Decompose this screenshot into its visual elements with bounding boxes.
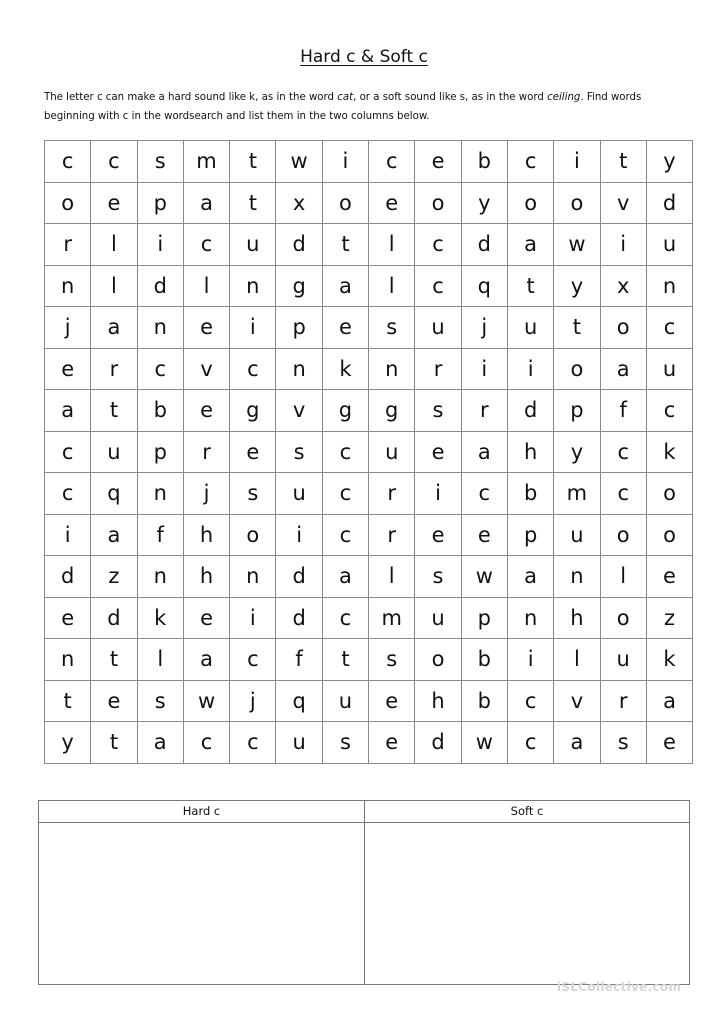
grid-cell[interactable]: t xyxy=(554,307,600,349)
grid-cell[interactable]: k xyxy=(646,639,692,681)
grid-cell[interactable]: n xyxy=(369,348,415,390)
grid-cell[interactable]: l xyxy=(369,224,415,266)
grid-cell[interactable]: i xyxy=(507,348,553,390)
grid-cell[interactable]: f xyxy=(276,639,322,681)
grid-cell[interactable]: q xyxy=(276,680,322,722)
grid-cell[interactable]: c xyxy=(230,722,276,764)
grid-cell[interactable]: u xyxy=(276,722,322,764)
grid-cell[interactable]: d xyxy=(276,556,322,598)
grid-cell[interactable]: c xyxy=(415,265,461,307)
grid-cell[interactable]: i xyxy=(461,348,507,390)
grid-cell[interactable]: c xyxy=(230,639,276,681)
grid-cell[interactable]: l xyxy=(91,265,137,307)
grid-cell[interactable]: n xyxy=(507,597,553,639)
grid-cell[interactable]: f xyxy=(137,514,183,556)
grid-cell[interactable]: t xyxy=(230,141,276,183)
grid-cell[interactable]: t xyxy=(230,182,276,224)
grid-cell[interactable]: n xyxy=(45,639,91,681)
grid-cell[interactable]: e xyxy=(369,722,415,764)
grid-cell[interactable]: a xyxy=(183,182,229,224)
grid-cell[interactable]: t xyxy=(91,722,137,764)
grid-cell[interactable]: c xyxy=(461,473,507,515)
grid-cell[interactable]: d xyxy=(45,556,91,598)
grid-cell[interactable]: i xyxy=(276,514,322,556)
grid-cell[interactable]: m xyxy=(554,473,600,515)
grid-cell[interactable]: s xyxy=(322,722,368,764)
grid-cell[interactable]: c xyxy=(322,514,368,556)
grid-cell[interactable]: i xyxy=(230,597,276,639)
grid-cell[interactable]: y xyxy=(554,265,600,307)
watermark: iSLCollective.com xyxy=(557,980,682,994)
grid-cell[interactable]: p xyxy=(461,597,507,639)
grid-cell[interactable]: w xyxy=(554,224,600,266)
grid-cell[interactable]: j xyxy=(183,473,229,515)
grid-cell[interactable]: n xyxy=(646,265,692,307)
grid-cell[interactable]: c xyxy=(137,348,183,390)
grid-cell[interactable]: e xyxy=(415,431,461,473)
grid-cell[interactable]: c xyxy=(507,680,553,722)
grid-row xyxy=(45,556,693,598)
grid-cell[interactable]: l xyxy=(600,556,646,598)
grid-cell[interactable]: c xyxy=(507,722,553,764)
grid-cell[interactable]: i xyxy=(137,224,183,266)
grid-cell[interactable]: j xyxy=(230,680,276,722)
grid-cell[interactable]: n xyxy=(45,265,91,307)
grid-cell[interactable]: p xyxy=(507,514,553,556)
grid-cell[interactable]: a xyxy=(554,722,600,764)
grid-cell[interactable]: w xyxy=(461,722,507,764)
grid-row xyxy=(45,597,693,639)
grid-cell[interactable]: a xyxy=(137,722,183,764)
grid-cell[interactable]: c xyxy=(91,141,137,183)
grid-cell[interactable]: a xyxy=(183,639,229,681)
grid-cell[interactable]: c xyxy=(45,473,91,515)
grid-cell[interactable]: t xyxy=(507,265,553,307)
grid-cell[interactable]: y xyxy=(45,722,91,764)
grid-cell[interactable]: i xyxy=(322,141,368,183)
grid-cell[interactable]: a xyxy=(322,556,368,598)
grid-row xyxy=(45,182,693,224)
grid-cell[interactable]: o xyxy=(600,597,646,639)
grid-cell[interactable]: o xyxy=(230,514,276,556)
grid-cell[interactable]: y xyxy=(554,431,600,473)
grid-cell[interactable]: o xyxy=(554,182,600,224)
grid-cell[interactable]: i xyxy=(600,224,646,266)
grid-row xyxy=(45,431,693,473)
grid-cell[interactable]: d xyxy=(507,390,553,432)
grid-cell[interactable]: p xyxy=(276,307,322,349)
grid-cell[interactable]: l xyxy=(369,265,415,307)
grid-cell[interactable]: g xyxy=(276,265,322,307)
grid-cell[interactable]: h xyxy=(507,431,553,473)
grid-row xyxy=(45,680,693,722)
grid-cell[interactable]: t xyxy=(91,390,137,432)
grid-cell[interactable]: c xyxy=(183,722,229,764)
grid-cell[interactable]: i xyxy=(507,639,553,681)
grid-cell[interactable]: s xyxy=(600,722,646,764)
grid-cell[interactable]: g xyxy=(369,390,415,432)
grid-row xyxy=(45,722,693,764)
grid-cell[interactable]: o xyxy=(507,182,553,224)
grid-cell[interactable]: c xyxy=(322,597,368,639)
grid-cell[interactable]: e xyxy=(45,348,91,390)
grid-cell[interactable]: e xyxy=(183,307,229,349)
grid-cell[interactable]: e xyxy=(646,722,692,764)
grid-cell[interactable]: e xyxy=(183,597,229,639)
grid-cell[interactable]: d xyxy=(646,182,692,224)
grid-cell[interactable]: h xyxy=(183,514,229,556)
grid-cell[interactable]: a xyxy=(646,680,692,722)
grid-cell[interactable]: r xyxy=(461,390,507,432)
grid-cell[interactable]: l xyxy=(91,224,137,266)
grid-cell[interactable]: s xyxy=(276,431,322,473)
grid-cell[interactable]: a xyxy=(507,556,553,598)
grid-cell[interactable]: o xyxy=(45,182,91,224)
grid-cell[interactable]: b xyxy=(507,473,553,515)
grid-cell[interactable]: d xyxy=(137,265,183,307)
grid-cell[interactable]: t xyxy=(322,639,368,681)
grid-cell[interactable]: p xyxy=(137,431,183,473)
grid-cell[interactable]: a xyxy=(45,390,91,432)
grid-cell[interactable]: b xyxy=(461,141,507,183)
grid-cell[interactable]: c xyxy=(183,224,229,266)
grid-cell[interactable]: c xyxy=(415,224,461,266)
grid-cell[interactable]: h xyxy=(415,680,461,722)
grid-cell[interactable]: c xyxy=(45,141,91,183)
grid-cell[interactable]: r xyxy=(45,224,91,266)
grid-cell[interactable]: b xyxy=(461,639,507,681)
grid-cell[interactable]: i xyxy=(415,473,461,515)
grid-row xyxy=(45,141,693,183)
grid-cell[interactable]: u xyxy=(276,473,322,515)
grid-cell[interactable]: w xyxy=(461,556,507,598)
hard-c-answer-area[interactable] xyxy=(39,822,364,984)
grid-cell[interactable]: l xyxy=(137,639,183,681)
grid-cell[interactable]: r xyxy=(369,473,415,515)
grid-cell[interactable]: e xyxy=(230,431,276,473)
grid-cell[interactable]: d xyxy=(91,597,137,639)
grid-cell[interactable]: j xyxy=(45,307,91,349)
grid-cell[interactable]: n xyxy=(137,473,183,515)
grid-cell[interactable]: v xyxy=(183,348,229,390)
wordsearch-grid xyxy=(44,140,693,764)
grid-cell[interactable]: u xyxy=(646,224,692,266)
grid-cell[interactable]: n xyxy=(230,265,276,307)
grid-cell[interactable]: h xyxy=(554,597,600,639)
grid-cell[interactable]: o xyxy=(646,473,692,515)
instructions-text-3: . Find words beginning with c in the wordsearch and list them in the two columns below. xyxy=(44,92,642,122)
grid-cell[interactable]: r xyxy=(415,348,461,390)
grid-cell[interactable]: e xyxy=(91,182,137,224)
grid-cell[interactable]: a xyxy=(600,348,646,390)
grid-cell[interactable]: u xyxy=(507,307,553,349)
grid-row xyxy=(45,307,693,349)
grid-cell[interactable]: n xyxy=(137,556,183,598)
grid-row xyxy=(45,514,693,556)
grid-row xyxy=(45,265,693,307)
grid-cell[interactable]: w xyxy=(183,680,229,722)
grid-cell[interactable]: c xyxy=(600,473,646,515)
hard-c-header: Hard c xyxy=(39,801,364,823)
grid-cell[interactable]: n xyxy=(554,556,600,598)
grid-cell[interactable]: a xyxy=(461,431,507,473)
grid-cell[interactable]: l xyxy=(183,265,229,307)
grid-row xyxy=(45,390,693,432)
grid-cell[interactable]: a xyxy=(507,224,553,266)
instructions xyxy=(44,88,694,126)
grid-cell[interactable]: d xyxy=(415,722,461,764)
grid-cell[interactable]: r xyxy=(369,514,415,556)
grid-cell[interactable]: m xyxy=(369,597,415,639)
grid-cell[interactable]: k xyxy=(646,431,692,473)
grid-cell[interactable]: d xyxy=(276,224,322,266)
grid-cell[interactable]: s xyxy=(230,473,276,515)
grid-cell[interactable]: q xyxy=(91,473,137,515)
grid-cell[interactable]: t xyxy=(91,639,137,681)
grid-cell[interactable]: o xyxy=(554,348,600,390)
grid-cell[interactable]: w xyxy=(276,141,322,183)
grid-cell[interactable]: c xyxy=(45,431,91,473)
grid-row xyxy=(45,639,693,681)
grid-cell[interactable]: y xyxy=(646,141,692,183)
grid-cell[interactable]: c xyxy=(322,431,368,473)
grid-cell[interactable]: e xyxy=(369,182,415,224)
grid-cell[interactable]: s xyxy=(415,556,461,598)
grid-cell[interactable]: r xyxy=(600,680,646,722)
grid-cell[interactable]: i xyxy=(45,514,91,556)
grid-cell[interactable]: c xyxy=(646,307,692,349)
grid-cell[interactable]: j xyxy=(461,307,507,349)
grid-cell[interactable]: e xyxy=(415,514,461,556)
grid-cell[interactable]: s xyxy=(369,639,415,681)
grid-cell[interactable]: c xyxy=(600,431,646,473)
grid-cell[interactable]: z xyxy=(646,597,692,639)
grid-cell[interactable]: d xyxy=(461,224,507,266)
grid-cell[interactable]: a xyxy=(91,514,137,556)
grid-row xyxy=(45,473,693,515)
grid-cell[interactable]: a xyxy=(322,265,368,307)
grid-cell[interactable]: o xyxy=(415,639,461,681)
grid-cell[interactable]: v xyxy=(276,390,322,432)
grid-cell[interactable]: a xyxy=(91,307,137,349)
column-divider xyxy=(364,801,365,984)
grid-cell[interactable]: p xyxy=(554,390,600,432)
grid-cell[interactable]: x xyxy=(600,265,646,307)
grid-cell[interactable]: e xyxy=(461,514,507,556)
grid-cell[interactable]: n xyxy=(276,348,322,390)
grid-cell[interactable]: s xyxy=(137,680,183,722)
grid-cell[interactable]: e xyxy=(369,680,415,722)
instructions-text-1: The letter c can make a hard sound like k, as in the word xyxy=(44,92,338,103)
grid-cell[interactable]: o xyxy=(646,514,692,556)
grid-cell[interactable]: u xyxy=(554,514,600,556)
grid-cell[interactable]: e xyxy=(91,680,137,722)
grid-cell[interactable]: g xyxy=(322,390,368,432)
page-title: Hard c & Soft c xyxy=(300,47,428,67)
grid-cell[interactable]: y xyxy=(461,182,507,224)
grid-cell[interactable]: f xyxy=(600,390,646,432)
grid-cell[interactable]: s xyxy=(415,390,461,432)
grid-cell[interactable]: u xyxy=(415,307,461,349)
grid-cell[interactable]: l xyxy=(554,639,600,681)
grid-cell[interactable]: t xyxy=(45,680,91,722)
grid-cell[interactable]: d xyxy=(276,597,322,639)
grid-cell[interactable]: k xyxy=(137,597,183,639)
example-hard-word: cat xyxy=(337,92,354,103)
grid-cell[interactable]: n xyxy=(137,307,183,349)
soft-c-header: Soft c xyxy=(365,801,689,823)
grid-cell[interactable]: o xyxy=(600,307,646,349)
grid-cell[interactable]: h xyxy=(183,556,229,598)
grid-cell[interactable]: e xyxy=(646,556,692,598)
grid-cell[interactable]: l xyxy=(369,556,415,598)
grid-cell[interactable]: e xyxy=(183,390,229,432)
grid-cell[interactable]: e xyxy=(322,307,368,349)
grid-cell[interactable]: x xyxy=(276,182,322,224)
grid-row xyxy=(45,224,693,266)
grid-cell[interactable]: b xyxy=(461,680,507,722)
grid-cell[interactable]: o xyxy=(600,514,646,556)
grid-cell[interactable]: c xyxy=(322,473,368,515)
grid-cell[interactable]: r xyxy=(91,348,137,390)
grid-cell[interactable]: c xyxy=(369,141,415,183)
grid-row xyxy=(45,348,693,390)
grid-cell[interactable]: u xyxy=(646,348,692,390)
grid-cell[interactable]: b xyxy=(137,390,183,432)
grid-cell[interactable]: u xyxy=(415,597,461,639)
grid-cell[interactable]: v xyxy=(600,182,646,224)
grid-cell[interactable]: o xyxy=(415,182,461,224)
grid-cell[interactable]: c xyxy=(646,390,692,432)
grid-cell[interactable]: n xyxy=(230,556,276,598)
grid-cell[interactable]: k xyxy=(322,348,368,390)
grid-cell[interactable]: s xyxy=(369,307,415,349)
grid-cell[interactable]: g xyxy=(230,390,276,432)
grid-cell[interactable]: m xyxy=(183,141,229,183)
grid-cell[interactable]: c xyxy=(230,348,276,390)
grid-cell[interactable]: c xyxy=(507,141,553,183)
grid-cell[interactable]: u xyxy=(600,639,646,681)
grid-cell[interactable]: i xyxy=(554,141,600,183)
grid-cell[interactable]: u xyxy=(230,224,276,266)
example-soft-word: ceiling xyxy=(547,92,581,103)
grid-cell[interactable]: u xyxy=(322,680,368,722)
grid-cell[interactable]: t xyxy=(600,141,646,183)
grid-cell[interactable]: q xyxy=(461,265,507,307)
grid-cell[interactable]: v xyxy=(554,680,600,722)
grid-cell[interactable]: s xyxy=(137,141,183,183)
grid-cell[interactable]: t xyxy=(322,224,368,266)
grid-cell[interactable]: o xyxy=(322,182,368,224)
grid-cell[interactable]: p xyxy=(137,182,183,224)
answer-table xyxy=(38,800,690,985)
soft-c-answer-area[interactable] xyxy=(365,822,689,984)
grid-cell[interactable]: u xyxy=(91,431,137,473)
grid-cell[interactable]: r xyxy=(183,431,229,473)
instructions-text-2: , or a soft sound like s, as in the word xyxy=(353,92,548,103)
grid-cell[interactable]: z xyxy=(91,556,137,598)
grid-cell[interactable]: e xyxy=(45,597,91,639)
grid-cell[interactable]: u xyxy=(369,431,415,473)
grid-cell[interactable]: e xyxy=(415,141,461,183)
grid-cell[interactable]: i xyxy=(230,307,276,349)
